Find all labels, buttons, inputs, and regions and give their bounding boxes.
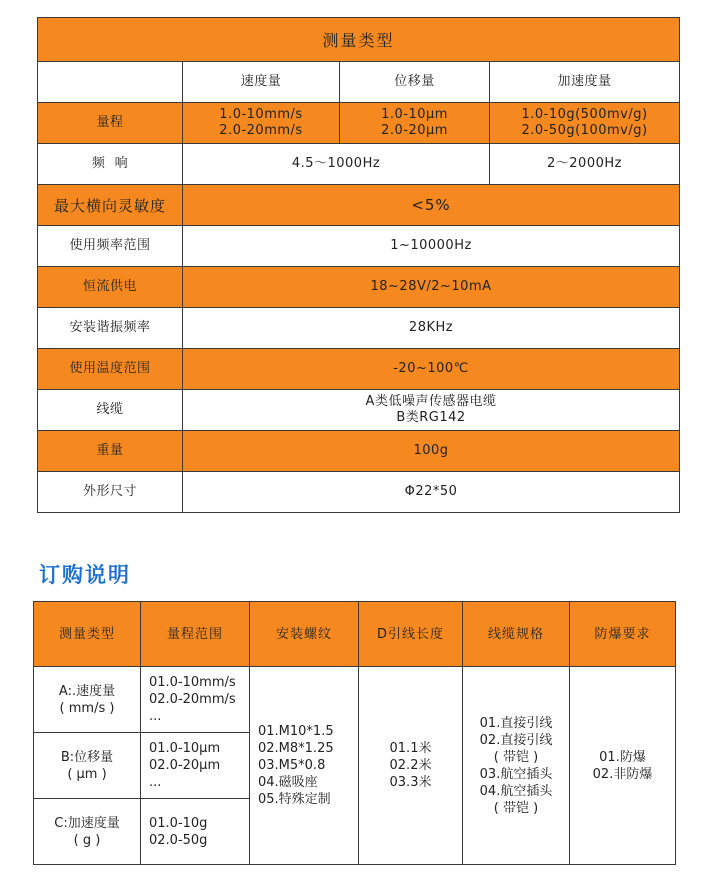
spec-title: 测量类型 <box>38 18 680 62</box>
range-displacement: 1.0-10μm 2.0-20μm <box>340 103 490 144</box>
spec-row-value: <5% <box>183 185 680 226</box>
spec-row-label: 恒流供电 <box>38 267 183 308</box>
spec-row-value: 100g <box>183 431 680 472</box>
type-velocity: A:.速度量 ( mm/s ) <box>34 667 141 733</box>
spec-row-value: 1~10000Hz <box>183 226 680 267</box>
spec-header-displacement: 位移量 <box>340 62 490 103</box>
explosion-options: 01.防爆 02.非防爆 <box>570 667 676 865</box>
spec-row-label: 安装谐振频率 <box>38 308 183 349</box>
order-header: 测量类型 <box>34 602 141 667</box>
order-header: 量程范围 <box>141 602 250 667</box>
thread-options: 01.M10*1.5 02.M8*1.25 03.M5*0.8 04.磁吸座 05.特殊定制 <box>250 667 359 865</box>
range-label: 量程 <box>38 103 183 144</box>
spec-row-value: -20~100℃ <box>183 349 680 390</box>
freq-value-2: 2～2000Hz <box>490 144 680 185</box>
lead-length-options: 01.1米 02.2米 03.3米 <box>359 667 463 865</box>
spec-row-label: 线缆 <box>38 390 183 431</box>
spec-header-acceleration: 加速度量 <box>490 62 680 103</box>
type-acceleration: C:加速度量 ( g ) <box>34 799 141 865</box>
freq-label: 频 响 <box>38 144 183 185</box>
freq-value-1: 4.5～1000Hz <box>183 144 490 185</box>
order-section-title: 订购说明 <box>39 563 131 587</box>
order-table <box>33 601 676 865</box>
spec-row-label: 重量 <box>38 431 183 472</box>
range-acceleration: 1.0-10g(500mv/g) 2.0-50g(100mv/g) <box>490 103 680 144</box>
spec-row-value: Φ22*50 <box>183 472 680 513</box>
spec-row-value: 28KHz <box>183 308 680 349</box>
spec-row-label: 外形尺寸 <box>38 472 183 513</box>
order-header: 线缆规格 <box>463 602 570 667</box>
spec-table <box>37 17 680 513</box>
type-displacement: B:位移量 ( μm ) <box>34 733 141 799</box>
spec-header-empty <box>38 62 183 103</box>
spec-row-label: 使用频率范围 <box>38 226 183 267</box>
spec-row-label: 最大横向灵敏度 <box>38 185 183 226</box>
order-header: 防爆要求 <box>570 602 676 667</box>
spec-row-label: 使用温度范围 <box>38 349 183 390</box>
spec-row-value: A类低噪声传感器电缆 B类RG142 <box>183 390 680 431</box>
range-velocity: 1.0-10mm/s 2.0-20mm/s <box>183 103 340 144</box>
range-velocity-options: 01.0-10mm/s 02.0-20mm/s ... <box>141 667 250 733</box>
spec-row-value: 18~28V/2~10mA <box>183 267 680 308</box>
range-displacement-options: 01.0-10μm 02.0-20μm ... <box>141 733 250 799</box>
cable-spec-options: 01.直接引线 02.直接引线 ( 带铠 ) 03.航空插头 04.航空插头 ( 带铠 ) <box>463 667 570 865</box>
range-acceleration-options: 01.0-10g 02.0-50g <box>141 799 250 865</box>
order-header: 安装螺纹 <box>250 602 359 667</box>
spec-header-velocity: 速度量 <box>183 62 340 103</box>
order-header: D引线长度 <box>359 602 463 667</box>
